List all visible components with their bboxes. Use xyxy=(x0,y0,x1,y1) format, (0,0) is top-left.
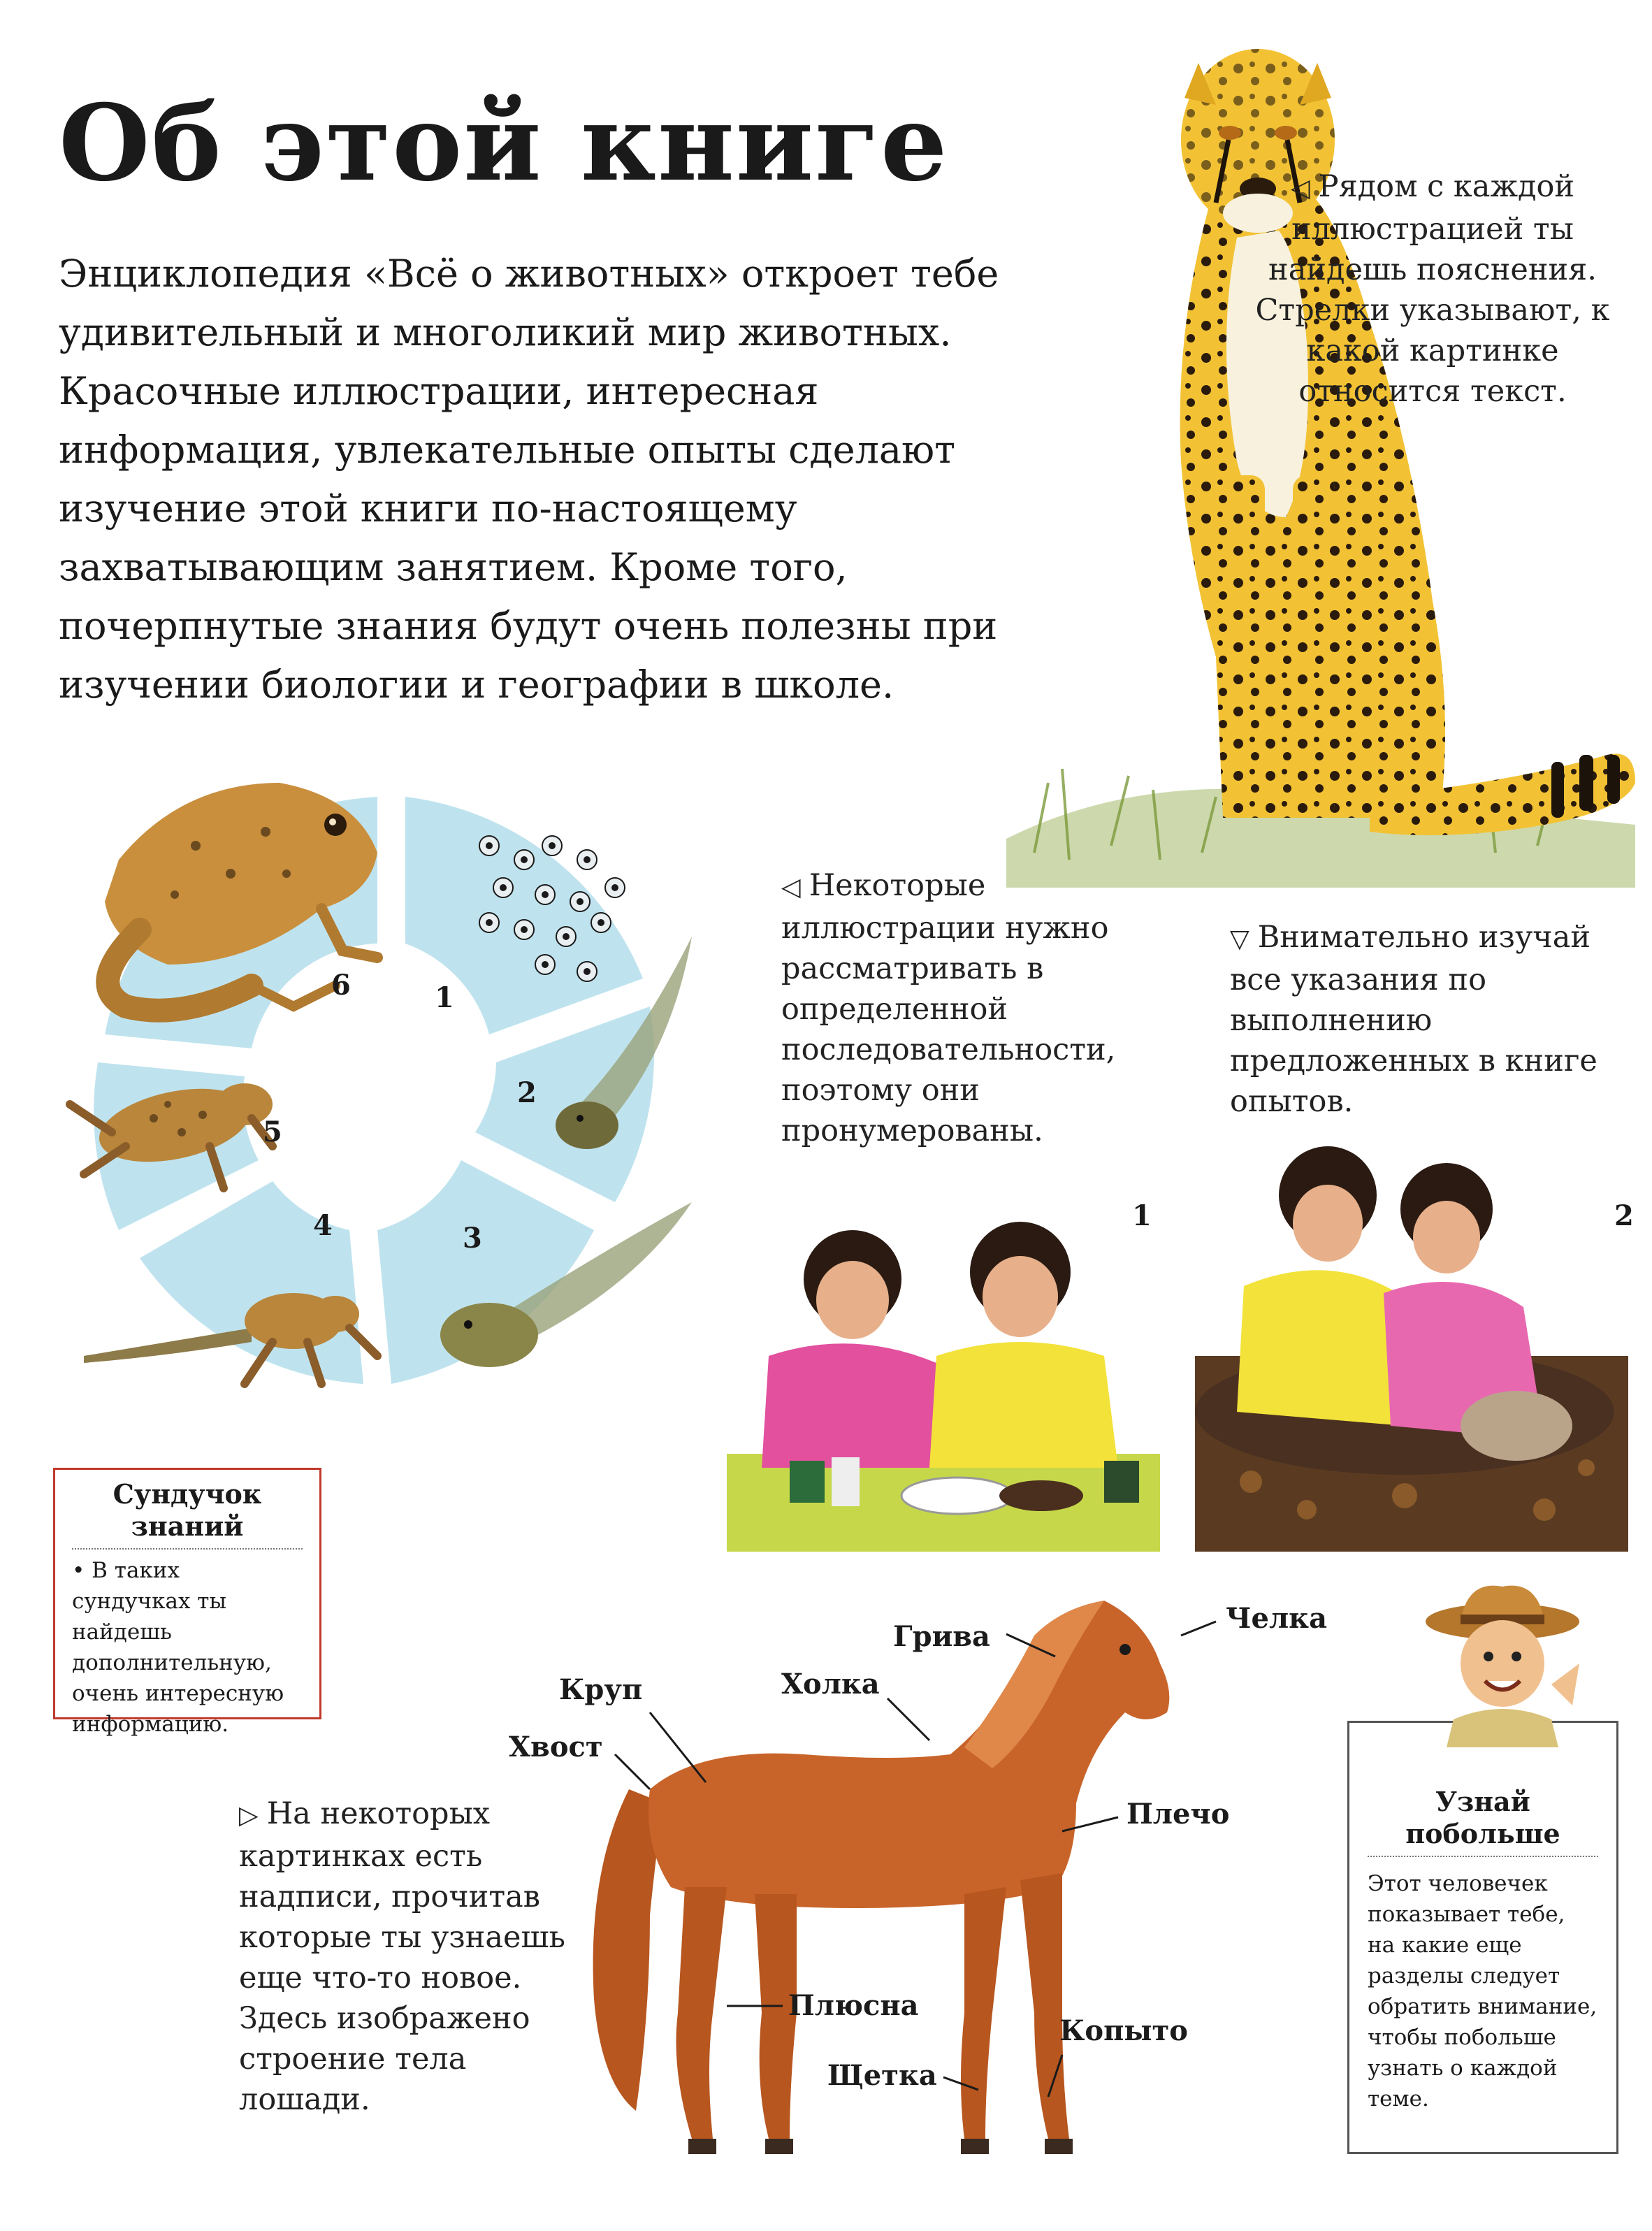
explorer-guide-figure xyxy=(1419,1580,1586,1747)
horse-label-withers: Холка xyxy=(781,1668,880,1701)
horse-label-hoof: Копыто xyxy=(1059,2014,1188,2047)
horse-label-shoulder: Плечо xyxy=(1126,1798,1230,1831)
page-title: Об этой книге xyxy=(59,82,949,205)
intro-paragraph: Энциклопедия «Всё о животных» откроет тебе удивительный и многоликий мир животных. Красочные иллюстрации, интересная информация, увлекательные опыты сделают изучение этой книги по-настоящему захватывающим занятием. Кроме того, почерпнутые знания будут очень полезны при изучении биологии и географии в школе. xyxy=(59,252,999,707)
cycle-number-2: 2 xyxy=(517,1076,537,1109)
experiments-caption-text: Внимательно изучай все указания по выполнению предложенных в книге опытов. xyxy=(1230,920,1597,1119)
horse-label-forelock: Челка xyxy=(1226,1602,1327,1635)
left-arrow-icon: ◁ xyxy=(1290,174,1310,203)
knowledge-box-title: Сундучок знаний xyxy=(113,1478,262,1542)
cheetah-caption-text: Рядом с каждой иллюстрацией ты найдешь пояснения. Стрелки указывают, к какой картинке относится текст. xyxy=(1255,169,1610,409)
horse-label-mane: Грива xyxy=(893,1620,990,1653)
learn-more-text: Этот человечек показывает тебе, на какие еще разделы следует обратить внимание, чтобы побольше узнать о каждой теме. xyxy=(1368,1871,1597,2111)
right-arrow-icon: ▷ xyxy=(239,1801,259,1830)
cycle-number-1: 1 xyxy=(435,981,454,1014)
horse-label-croup: Круп xyxy=(559,1673,643,1706)
photo-number-2: 2 xyxy=(1614,1199,1634,1232)
horse-label-tail: Хвост xyxy=(509,1731,603,1763)
sequence-caption-text: Некоторые иллюстрации нужно рассматривать в определенной последовательности, поэтому они пронумерованы. xyxy=(781,868,1116,1148)
photo-number-1: 1 xyxy=(1132,1199,1152,1232)
horse-caption xyxy=(239,1793,567,2120)
down-arrow-icon: ▽ xyxy=(1230,925,1249,953)
horse-caption-text: На некоторых картинках есть надписи, прочитав которые ты узнаешь еще что-то новое. Здесь изображено строение тела лошади. xyxy=(239,1796,565,2117)
horse-label-cannon: Плюсна xyxy=(788,1989,919,2022)
cycle-number-6: 6 xyxy=(331,969,351,1002)
knowledge-box-text: В таких сундучках ты найдешь дополнительную, очень интересную информацию. xyxy=(72,1558,284,1737)
bullet-icon: • xyxy=(72,1558,85,1583)
learn-more-title: Узнай побольше xyxy=(1405,1786,1560,1849)
horse-label-feather: Щетка xyxy=(827,2059,937,2092)
cycle-number-5: 5 xyxy=(263,1116,282,1148)
left-arrow-icon: ◁ xyxy=(781,873,801,902)
cycle-number-3: 3 xyxy=(463,1222,482,1255)
learn-more-box xyxy=(1347,1721,1618,2154)
cycle-number-4: 4 xyxy=(313,1209,333,1242)
